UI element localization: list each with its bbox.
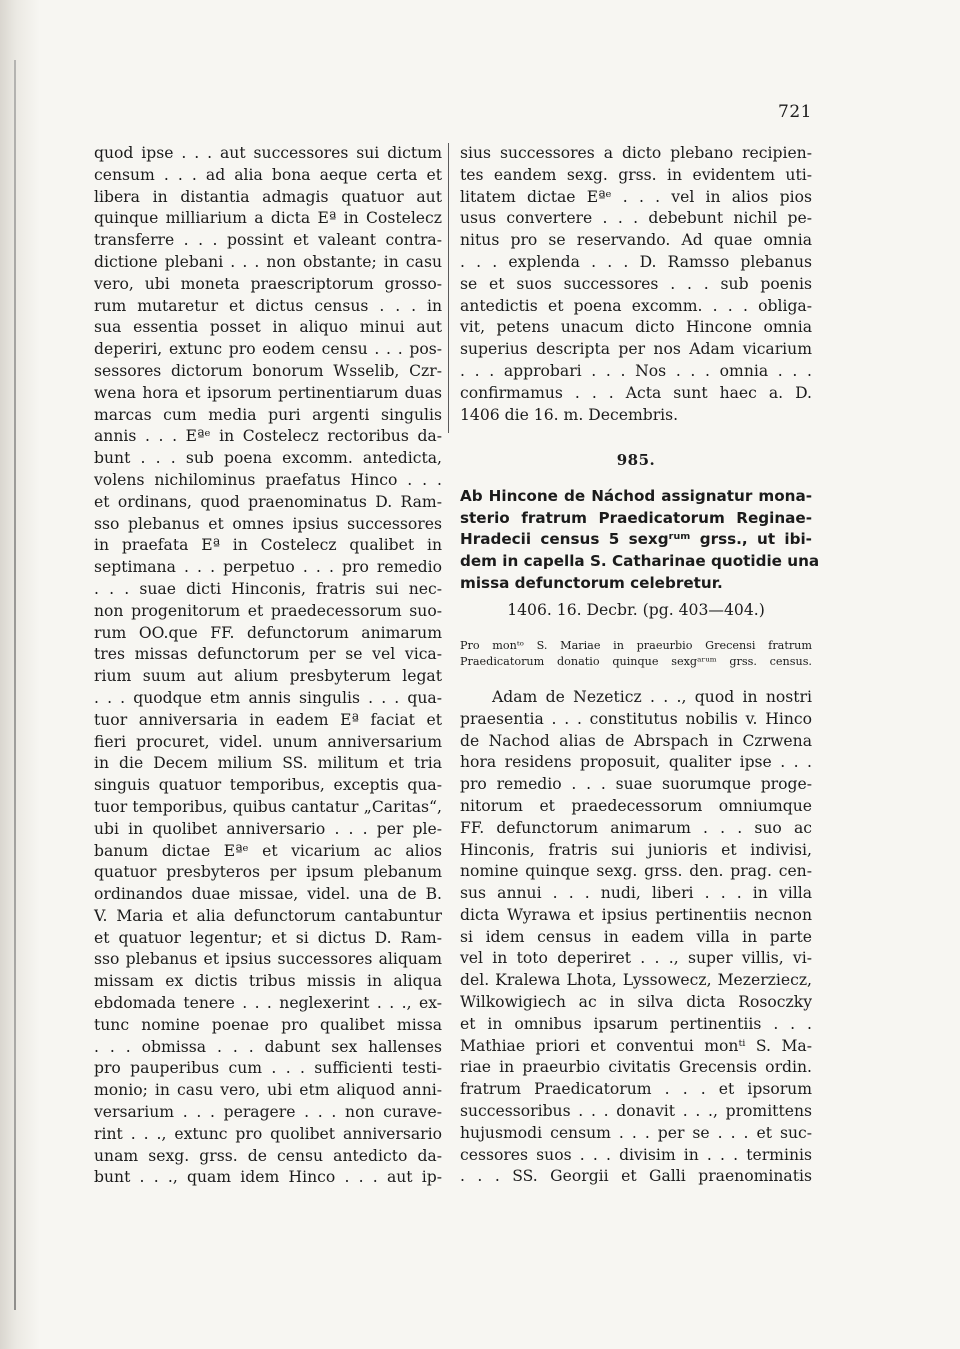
text-line: in die Decem milium SS. militum et tria <box>94 754 442 773</box>
text-line: litatem dictae Eªᵉ . . . vel in alios pios <box>460 187 812 206</box>
text-line: rum OO.que FF. defunctorum animarum <box>94 623 442 642</box>
text-line: FF. defunctorum animarum . . . suo ac <box>460 818 812 837</box>
text-line: pro remedio . . . suae suorumque proge- <box>460 775 812 794</box>
text-line: si idem census in eadem villa in parte <box>460 927 812 946</box>
text-line: fratrum Praedicatorum . . . et ipsorum <box>460 1080 812 1099</box>
text-line: sua essentia posset in aliquo minui aut <box>94 318 442 337</box>
archival-note <box>460 638 812 671</box>
text-line: singuis quatuor temporibus, exceptis qua- <box>94 776 442 795</box>
text-line: successoribus . . . donavit . . ., promittens <box>460 1102 812 1121</box>
text-line: antedictis et poena excomm. . . . obliga- <box>460 296 812 315</box>
text-line: confirmamus . . . Acta sunt haec a. D. <box>460 383 812 402</box>
text-line: unam sexg. grss. de censu antedicto da- <box>94 1146 442 1165</box>
text-line: fieri procuret, videl. unum anniversarium <box>94 732 442 751</box>
document-heading <box>460 486 820 594</box>
text-line: hujusmodi censum . . . per se . . . et suc- <box>460 1123 812 1142</box>
text-line: et in omnibus ipsarum pertinentiis . . . <box>460 1014 812 1033</box>
text-line: sessores dictorum bonorum Wsselib, Czr- <box>94 361 442 380</box>
text-line: tes eandem sexg. grss. in evidentem uti- <box>460 165 812 184</box>
text-line: annis . . . Eªᵉ in Costelecz rectoribus da- <box>94 427 442 446</box>
right-column-continuation <box>460 143 812 426</box>
text-line: banum dictae Eªᵉ et vicarium ac alios <box>94 841 442 860</box>
text-line: del. Kralewa Lhota, Lyssowecz, Mezerziecz, <box>460 971 812 990</box>
text-line: rint . . ., extunc pro quolibet anniversario <box>94 1124 442 1143</box>
text-line: bunt . . ., quam idem Hinco . . . aut ip- <box>94 1168 442 1187</box>
text-line: quatuor presbyteros per ipsum plebanum <box>94 863 442 882</box>
text-line: usus convertere . . . debebunt nichil pe- <box>460 209 812 228</box>
document-date: 1406. 16. Decbr. (pg. 403—404.) <box>507 601 765 620</box>
text-line: . . . suae dicti Hinconis, fratris sui nec- <box>94 579 442 598</box>
heading-line: dem in capella S. Catharinae quotidie una <box>460 551 820 570</box>
text-line: in praefata Eª in Costelecz qualibet in <box>94 536 442 555</box>
text-line: bunt . . . sub poena excomm. antedicta, <box>94 449 442 468</box>
text-line: cessores suos . . . divisim in . . . terminis <box>460 1145 812 1164</box>
document-number: 985. <box>616 451 656 470</box>
text-line: hora residens proposuit, qualiter ipse . . . <box>460 753 812 772</box>
text-line: . . . approbari . . . Nos . . . omnia . . . <box>460 361 812 380</box>
text-line: versarium . . . peragere . . . non curave- <box>94 1103 442 1122</box>
text-line: riae in praeurbio civitatis Grecensis ordin. <box>460 1058 812 1077</box>
text-line: non progenitorum et praedecessorum suo- <box>94 601 442 620</box>
text-line: dicta Wyrawa et ipsius pertinentiis necnon <box>460 905 812 924</box>
right-column <box>460 143 820 1188</box>
text-line: sius successores a dicto plebano recipien- <box>460 144 812 162</box>
text-line: ordinandos duae missae, videl. una de B. <box>94 885 442 904</box>
page-number: 721 <box>778 102 812 122</box>
text-line: se et suos successores . . . sub poenis <box>460 274 812 293</box>
text-line: rium suum aut alium presbyterum legat <box>94 667 442 686</box>
text-line: libera in distantia admagis quatuor aut <box>94 187 442 206</box>
note-line: Praedicatorum donatio quinque sexgᵃʳᵘᵐ grss. census. <box>460 655 812 669</box>
text-line: Wilkowigiech ac in silva dicta Rosoczky <box>460 993 812 1012</box>
text-line: deperiri, extunc pro eodem censu . . . pos- <box>94 340 442 359</box>
text-line: rum mutaretur et dictus census . . . in <box>94 296 442 315</box>
note-line: Pro monᵗᵒ S. Mariae in praeurbio Grecensi fratrum <box>460 638 812 652</box>
text-line: nitorum et praedecessorum omniumque <box>460 796 812 815</box>
text-line: missam ex dictis tribus missis in aliqua <box>94 972 442 991</box>
text-line: sso plebanus et omnes ipsius successores <box>94 514 442 533</box>
text-line: 1406 die 16. m. Decembris. <box>460 405 679 424</box>
text-line: marcas cum media puri argenti singulis <box>94 405 442 424</box>
text-line: quinque milliarium a dicta Eª in Costelecz <box>94 209 442 228</box>
text-line: et ordinans, quod praenominatus D. Ram- <box>94 492 442 511</box>
left-column <box>94 143 442 1189</box>
text-line: V. Maria et alia defunctorum cantabuntur <box>94 906 442 925</box>
text-line: dictione plebani . . . non obstante; in casu <box>94 252 442 271</box>
text-line: septimana . . . perpetuo . . . pro remedio <box>94 558 442 577</box>
heading-line: missa defunctorum celebretur. <box>460 573 723 592</box>
text-line: monio; in casu vero, ubi etm aliquod anni- <box>94 1081 442 1100</box>
heading-line: Ab Hincone de Náchod assignatur mona- <box>460 487 812 506</box>
document-body <box>460 687 812 1188</box>
binding-shadow-line <box>14 60 16 1310</box>
heading-line: Hradecii census 5 sexgʳᵘᵐ grss., ut ibi- <box>460 530 812 549</box>
text-line: vero, ubi moneta praescriptorum grosso- <box>94 274 442 293</box>
text-line: Mathiae priori et conventui monᵗⁱ S. Ma- <box>460 1036 812 1055</box>
text-line: tuor temporibus, quibus cantatur „Caritas“, <box>94 797 442 816</box>
text-line: ebdomada tenere . . . neglexerint . . ., ex- <box>94 994 442 1013</box>
text-line: de Nachod alias de Abrspach in Czrwena <box>460 731 812 750</box>
text-line: superius descripta per nos Adam vicarium <box>460 340 812 359</box>
text-line: tuor anniversaria in eadem Eª faciat et <box>94 710 442 729</box>
heading-line: sterio fratrum Praedicatorum Reginae- <box>460 508 812 527</box>
text-line: . . . obmissa . . . dabunt sex hallenses <box>94 1037 442 1056</box>
text-line: vel in toto deperiret . . ., super villis, vi- <box>460 949 812 968</box>
text-line: Adam de Nezeticz . . ., quod in nostri <box>492 687 812 706</box>
text-line: pro pauperibus cum . . . sufficienti testi- <box>94 1059 442 1078</box>
text-line: wena hora et ipsorum pertinentiarum duas <box>94 383 442 402</box>
text-line: sus annui . . . nudi, liberi . . . in villa <box>460 884 812 903</box>
text-line: vit, petens unacum dicto Hincone omnia <box>460 318 812 337</box>
text-line: Hinconis, fratris sui junioris et indivisi, <box>460 840 812 859</box>
text-line: . . . quodque etm annis singulis . . . qua- <box>94 688 442 707</box>
text-line: nomine quinque sexg. grss. den. prag. cen- <box>460 862 812 881</box>
text-line: censum . . . ad alia bona aeque certa et <box>94 165 442 184</box>
text-line: . . . SS. Georgii et Galli praenominatis <box>460 1167 812 1186</box>
page-binding-edge <box>0 0 40 1349</box>
text-line: praesentia . . . constitutus nobilis v. Hinco <box>460 709 812 728</box>
text-line: sso plebanus et ipsius successores aliquam <box>94 950 442 969</box>
text-line: et quatuor legentur; et si dictus D. Ram- <box>94 928 442 947</box>
text-line: tunc nomine poenae pro qualibet missa <box>94 1015 442 1034</box>
text-line: volens nichilominus praefatus Hinco . . . <box>94 470 442 489</box>
text-line: transferre . . . possint et valeant contra- <box>94 231 442 250</box>
text-line: nitus pro se reservando. Ad quae omnia <box>460 231 812 250</box>
text-line: tres missas defunctorum per se vel vica- <box>94 645 442 664</box>
text-line: quod ipse . . . aut successores sui dictum <box>94 144 442 162</box>
text-line: ubi in quolibet anniversario . . . per ple- <box>94 819 442 838</box>
text-line: . . . explenda . . . D. Ramsso plebanus <box>460 252 812 271</box>
column-divider <box>448 143 449 433</box>
